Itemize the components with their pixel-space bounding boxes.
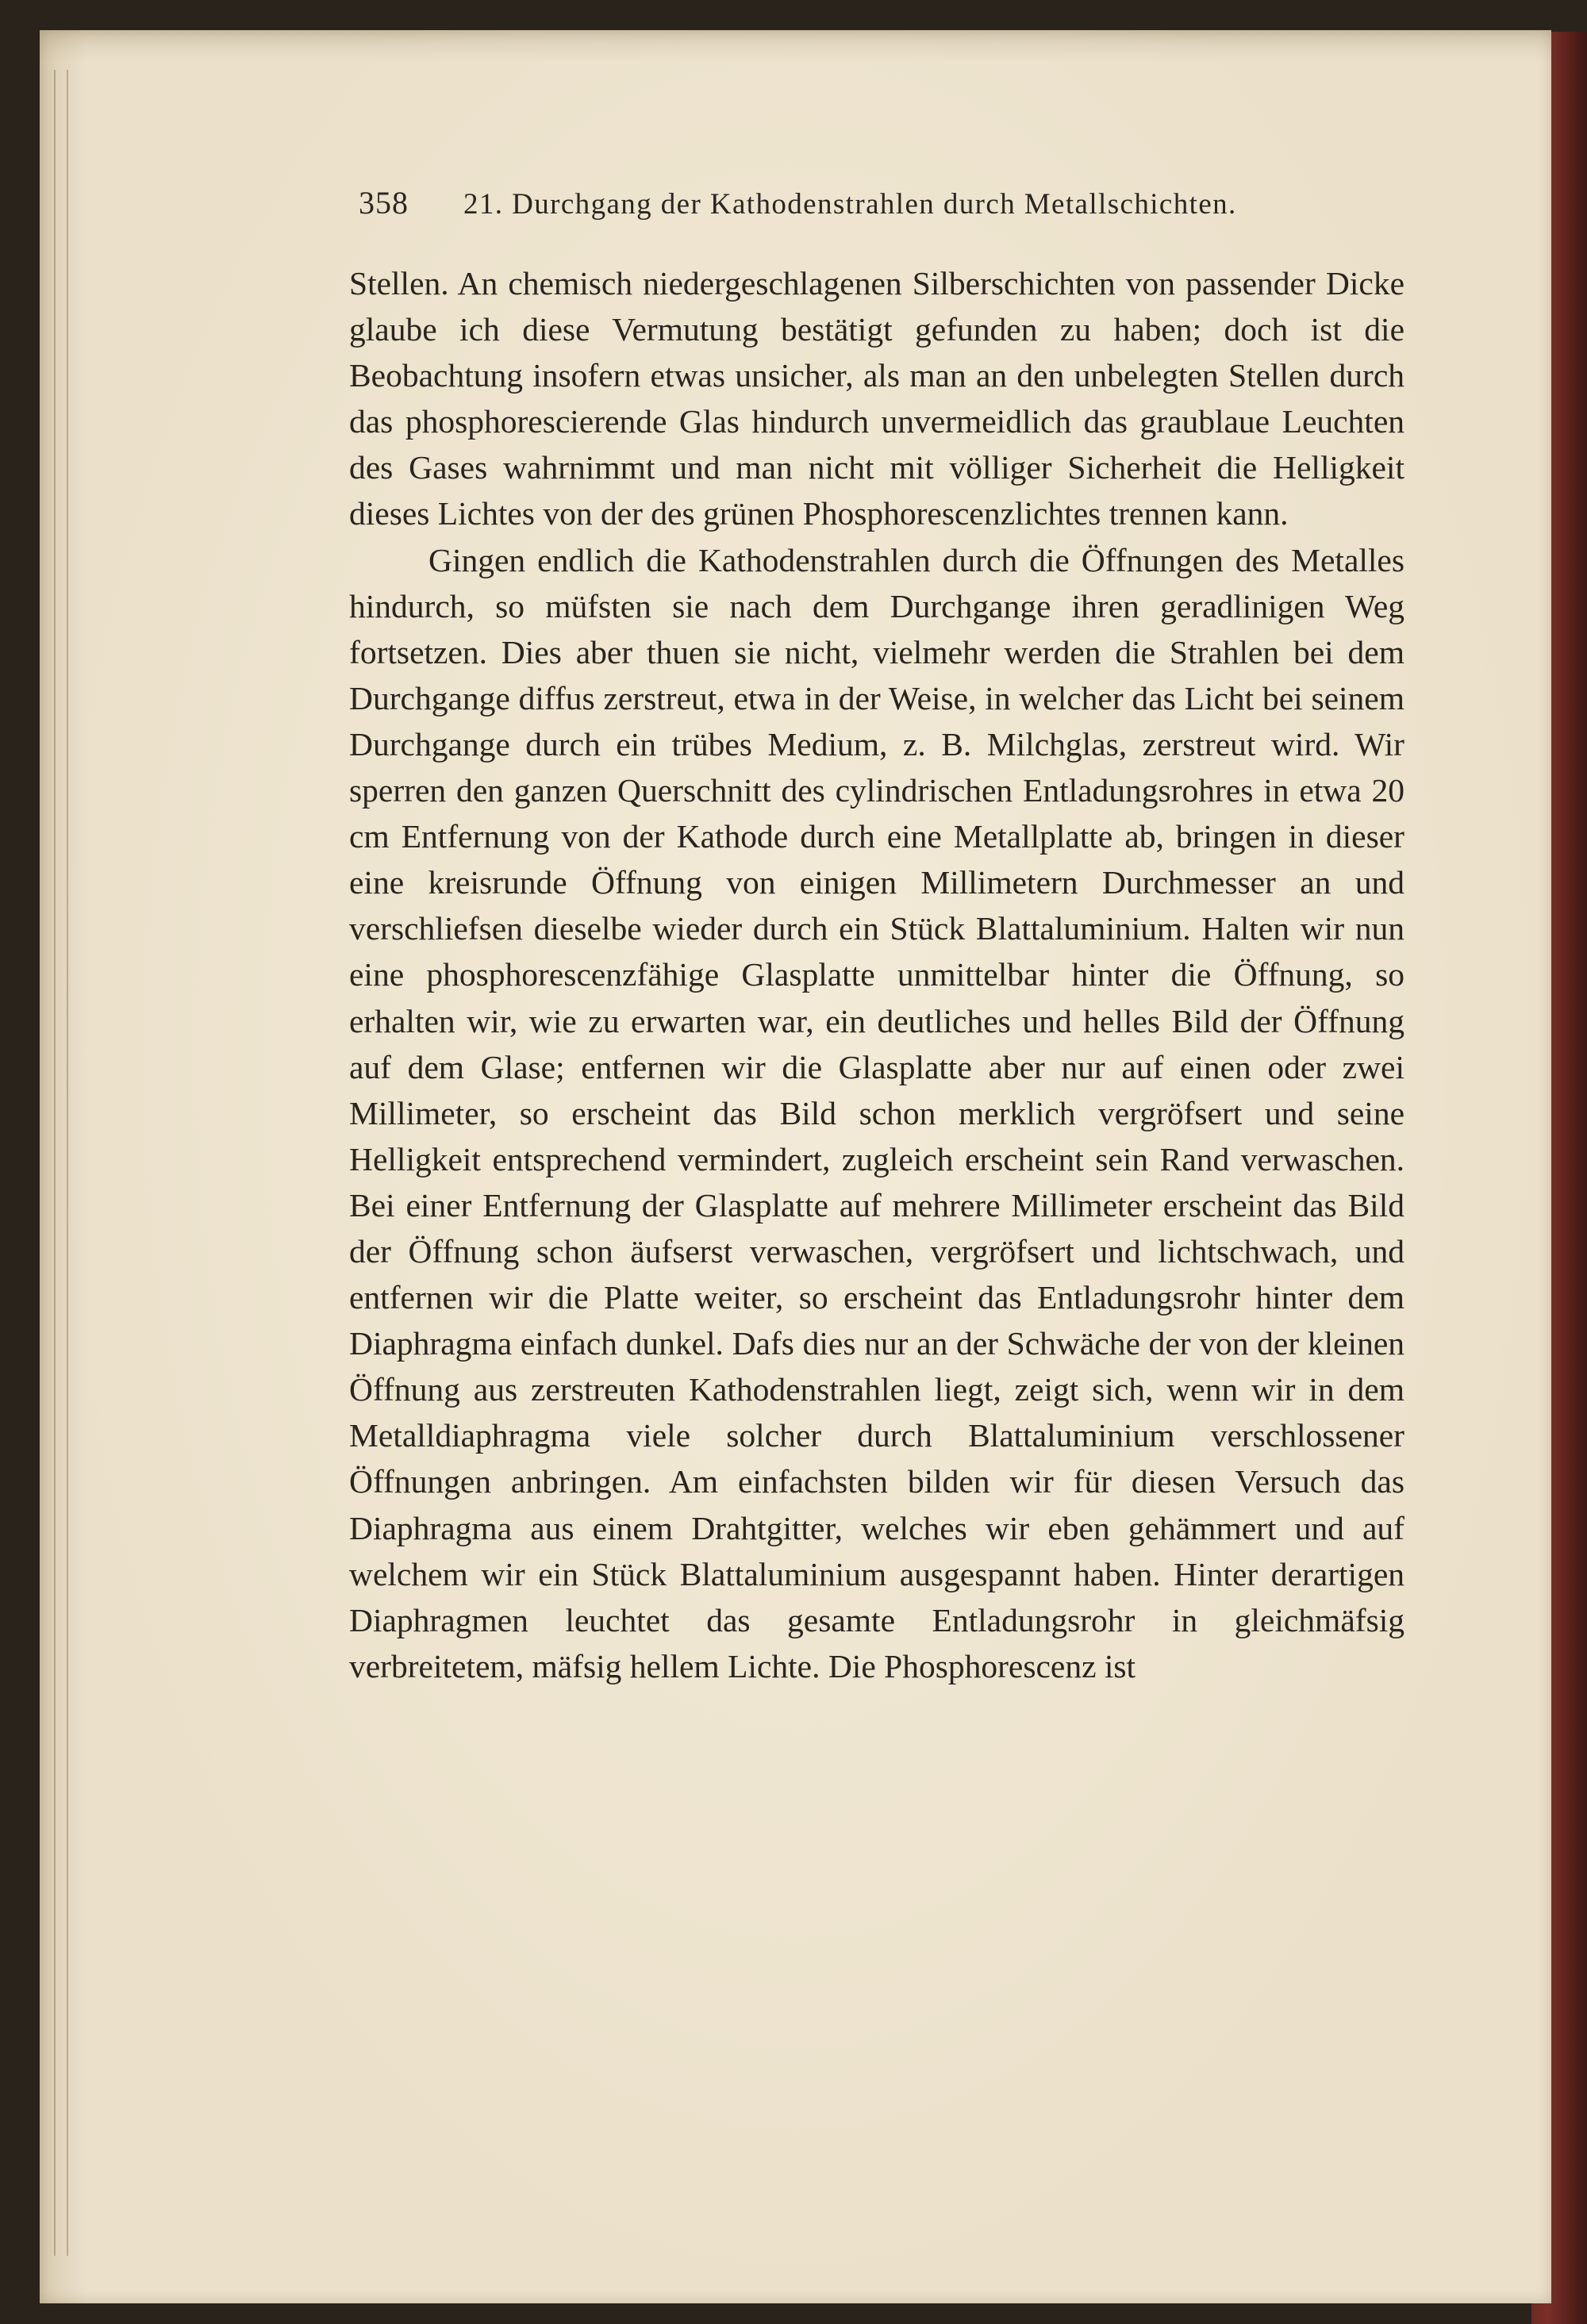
gutter-line — [54, 70, 56, 2256]
running-title: 21. Durchgang der Kathodenstrahlen durch Metallschichten. — [463, 188, 1237, 221]
paragraph: Stellen. An chemisch niedergeschlagenen Silberschichten von passender Dicke glaube ich diese Vermutung bestätigt gefunden zu haben; doch ist die Beobachtung insofern etwas unsicher, als man an den unbelegten Stellen durch das phosphorescierende Glas hindurch unvermeidlich das graublaue Leuchten des Gases wahrnimmt und man nicht mit völliger Sicherheit die Helligkeit dieses Lichtes von der des grünen Phosphorescenzlichtes trennen kann. — [349, 265, 1404, 532]
gutter-line — [67, 70, 68, 2256]
body-text — [349, 260, 1404, 1689]
page-header — [359, 184, 1390, 232]
page-number: 358 — [359, 185, 409, 221]
paragraph: Gingen endlich die Kathodenstrahlen durch die Öffnungen des Metalles hindurch, so müfsten sie nach dem Durchgange ihren geradlinigen Weg fortsetzen. Dies aber thuen sie nicht, vielmehr werden die Strahlen bei dem Durchgange diffus zerstreut, etwa in der Weise, in welcher das Licht bei seinem Durchgange durch ein trübes Medium, z. B. Milchglas, zerstreut wird. Wir sperren den ganzen Querschnitt des cylindrischen Entladungsrohres in etwa 20 cm Entfernung von der Kathode durch eine Metallplatte ab, bringen in dieser eine kreisrunde Öffnung von einigen Millimetern Durchmesser an und verschliefsen dieselbe wieder durch ein Stück Blattaluminium. Halten wir nun eine phosphorescenzfähige Glasplatte unmittelbar hinter die Öffnung, so erhalten wir, wie zu erwarten war, ein deutliches und helles Bild der Öffnung auf dem Glase; entfernen wir die Glasplatte aber nur auf einen oder zwei Millimeter, so erscheint das Bild schon merklich vergröfsert und seine Helligkeit entsprechend vermindert, zugleich erscheint sein Rand verwaschen. Bei einer Entfernung der Glasplatte auf mehrere Millimeter erscheint das Bild der Öffnung schon äufserst verwaschen, vergröfsert und lichtschwach, und entfernen wir die Platte weiter, so erscheint das Entladungsrohr hinter dem Diaphragma einfach dunkel. Dafs dies nur an der Schwäche der von der kleinen Öffnung aus zerstreuten Kathodenstrahlen liegt, zeigt sich, wenn wir in dem Metalldiaphragma viele solcher durch Blattaluminium verschlossener Öffnungen anbringen. Am einfachsten bilden wir für diesen Versuch das Diaphragma aus einem Drahtgitter, welches wir eben gehämmert und auf welchem wir ein Stück Blattaluminium ausgespannt haben. Hinter derartigen Diaphragmen leuchtet das gesamte Entladungsrohr in gleichmäfsig verbreitetem, mäfsig hellem Lichte. Die Phosphorescenz ist — [349, 541, 1404, 1684]
